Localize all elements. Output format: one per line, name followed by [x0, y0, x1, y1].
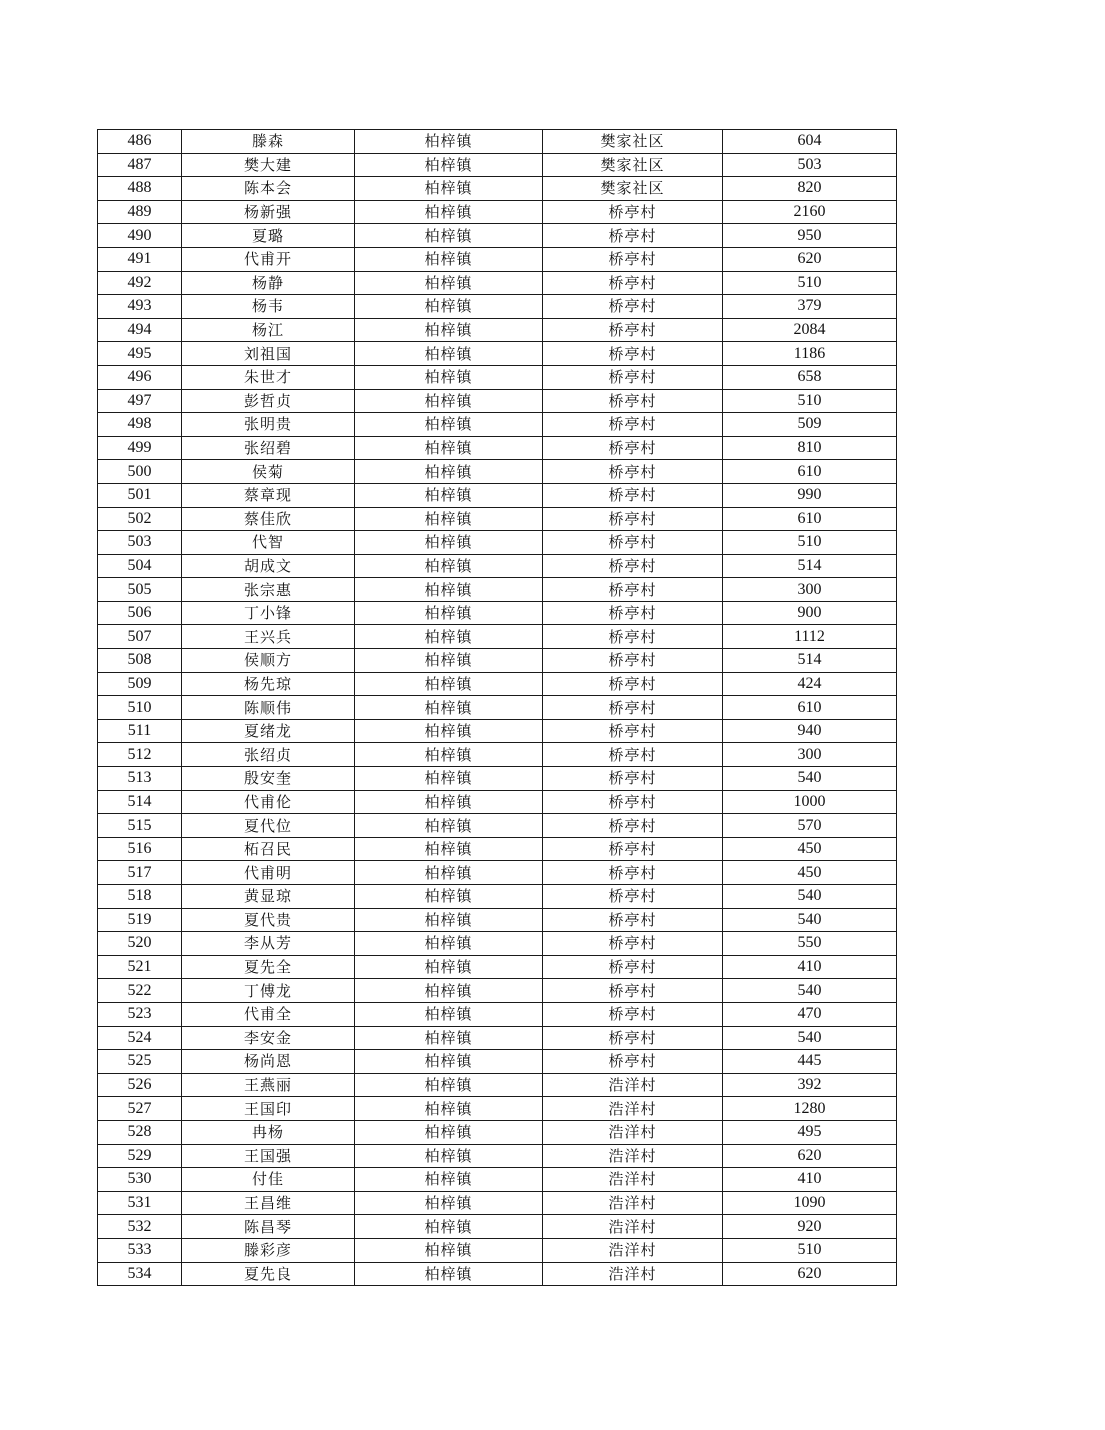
row-number-cell: 528 — [98, 1120, 182, 1144]
town-cell: 柏梓镇 — [355, 790, 543, 814]
name-cell: 张宗惠 — [182, 578, 355, 602]
table-row — [98, 1073, 897, 1097]
town-cell: 柏梓镇 — [355, 1097, 543, 1121]
name-cell: 代甫伦 — [182, 790, 355, 814]
record-table-body — [98, 130, 897, 1286]
table-row — [98, 153, 897, 177]
row-number-cell: 521 — [98, 955, 182, 979]
town-cell: 柏梓镇 — [355, 130, 543, 154]
village-cell: 桥亭村 — [543, 790, 723, 814]
amount-cell: 620 — [723, 1144, 897, 1168]
village-cell: 浩洋村 — [543, 1262, 723, 1286]
amount-cell: 540 — [723, 979, 897, 1003]
village-cell: 桥亭村 — [543, 531, 723, 555]
amount-cell: 510 — [723, 1238, 897, 1262]
row-number-cell: 489 — [98, 200, 182, 224]
table-row — [98, 413, 897, 437]
table-row — [98, 436, 897, 460]
amount-cell: 1090 — [723, 1191, 897, 1215]
name-cell: 殷安奎 — [182, 767, 355, 791]
row-number-cell: 496 — [98, 365, 182, 389]
town-cell: 柏梓镇 — [355, 413, 543, 437]
name-cell: 丁小锋 — [182, 601, 355, 625]
village-cell: 桥亭村 — [543, 507, 723, 531]
village-cell: 桥亭村 — [543, 365, 723, 389]
name-cell: 杨江 — [182, 318, 355, 342]
row-number-cell: 501 — [98, 483, 182, 507]
table-row — [98, 365, 897, 389]
amount-cell: 300 — [723, 578, 897, 602]
table-row — [98, 389, 897, 413]
name-cell: 夏代位 — [182, 814, 355, 838]
amount-cell: 610 — [723, 696, 897, 720]
name-cell: 张明贵 — [182, 413, 355, 437]
name-cell: 夏先良 — [182, 1262, 355, 1286]
village-cell: 桥亭村 — [543, 649, 723, 673]
row-number-cell: 508 — [98, 649, 182, 673]
town-cell: 柏梓镇 — [355, 578, 543, 602]
row-number-cell: 530 — [98, 1168, 182, 1192]
table-row — [98, 483, 897, 507]
amount-cell: 900 — [723, 601, 897, 625]
row-number-cell: 504 — [98, 554, 182, 578]
name-cell: 代甫全 — [182, 1002, 355, 1026]
amount-cell: 570 — [723, 814, 897, 838]
row-number-cell: 491 — [98, 247, 182, 271]
town-cell: 柏梓镇 — [355, 979, 543, 1003]
town-cell: 柏梓镇 — [355, 460, 543, 484]
town-cell: 柏梓镇 — [355, 1191, 543, 1215]
name-cell: 王国强 — [182, 1144, 355, 1168]
amount-cell: 950 — [723, 224, 897, 248]
amount-cell: 300 — [723, 743, 897, 767]
town-cell: 柏梓镇 — [355, 389, 543, 413]
name-cell: 杨先琼 — [182, 672, 355, 696]
row-number-cell: 532 — [98, 1215, 182, 1239]
amount-cell: 540 — [723, 1026, 897, 1050]
name-cell: 王昌维 — [182, 1191, 355, 1215]
row-number-cell: 494 — [98, 318, 182, 342]
amount-cell: 990 — [723, 483, 897, 507]
village-cell: 桥亭村 — [543, 979, 723, 1003]
table-row — [98, 908, 897, 932]
row-number-cell: 534 — [98, 1262, 182, 1286]
table-row — [98, 507, 897, 531]
table-row — [98, 1191, 897, 1215]
village-cell: 桥亭村 — [543, 483, 723, 507]
village-cell: 浩洋村 — [543, 1097, 723, 1121]
row-number-cell: 519 — [98, 908, 182, 932]
row-number-cell: 527 — [98, 1097, 182, 1121]
name-cell: 黄显琼 — [182, 885, 355, 909]
village-cell: 桥亭村 — [543, 837, 723, 861]
town-cell: 柏梓镇 — [355, 861, 543, 885]
table-row — [98, 342, 897, 366]
town-cell: 柏梓镇 — [355, 696, 543, 720]
row-number-cell: 495 — [98, 342, 182, 366]
table-row — [98, 177, 897, 201]
village-cell: 桥亭村 — [543, 342, 723, 366]
name-cell: 冉杨 — [182, 1120, 355, 1144]
row-number-cell: 507 — [98, 625, 182, 649]
name-cell: 李从芳 — [182, 932, 355, 956]
amount-cell: 424 — [723, 672, 897, 696]
town-cell: 柏梓镇 — [355, 932, 543, 956]
row-number-cell: 514 — [98, 790, 182, 814]
town-cell: 柏梓镇 — [355, 342, 543, 366]
town-cell: 柏梓镇 — [355, 955, 543, 979]
amount-cell: 550 — [723, 932, 897, 956]
town-cell: 柏梓镇 — [355, 601, 543, 625]
village-cell: 桥亭村 — [543, 413, 723, 437]
row-number-cell: 524 — [98, 1026, 182, 1050]
table-row — [98, 1026, 897, 1050]
name-cell: 付佳 — [182, 1168, 355, 1192]
town-cell: 柏梓镇 — [355, 177, 543, 201]
name-cell: 张绍贞 — [182, 743, 355, 767]
amount-cell: 540 — [723, 885, 897, 909]
table-row — [98, 1097, 897, 1121]
table-row — [98, 719, 897, 743]
row-number-cell: 511 — [98, 719, 182, 743]
amount-cell: 510 — [723, 271, 897, 295]
town-cell: 柏梓镇 — [355, 554, 543, 578]
table-row — [98, 1262, 897, 1286]
village-cell: 桥亭村 — [543, 200, 723, 224]
row-number-cell: 500 — [98, 460, 182, 484]
name-cell: 陈昌琴 — [182, 1215, 355, 1239]
row-number-cell: 516 — [98, 837, 182, 861]
amount-cell: 392 — [723, 1073, 897, 1097]
table-row — [98, 318, 897, 342]
town-cell: 柏梓镇 — [355, 1073, 543, 1097]
row-number-cell: 493 — [98, 295, 182, 319]
row-number-cell: 531 — [98, 1191, 182, 1215]
town-cell: 柏梓镇 — [355, 767, 543, 791]
amount-cell: 445 — [723, 1050, 897, 1074]
amount-cell: 810 — [723, 436, 897, 460]
name-cell: 胡成文 — [182, 554, 355, 578]
row-number-cell: 529 — [98, 1144, 182, 1168]
name-cell: 陈顺伟 — [182, 696, 355, 720]
row-number-cell: 510 — [98, 696, 182, 720]
name-cell: 朱世才 — [182, 365, 355, 389]
row-number-cell: 515 — [98, 814, 182, 838]
amount-cell: 620 — [723, 247, 897, 271]
amount-cell: 510 — [723, 531, 897, 555]
amount-cell: 470 — [723, 1002, 897, 1026]
row-number-cell: 499 — [98, 436, 182, 460]
amount-cell: 540 — [723, 767, 897, 791]
name-cell: 王兴兵 — [182, 625, 355, 649]
village-cell: 桥亭村 — [543, 554, 723, 578]
town-cell: 柏梓镇 — [355, 200, 543, 224]
village-cell: 樊家社区 — [543, 153, 723, 177]
town-cell: 柏梓镇 — [355, 672, 543, 696]
name-cell: 代智 — [182, 531, 355, 555]
table-row — [98, 554, 897, 578]
row-number-cell: 517 — [98, 861, 182, 885]
village-cell: 桥亭村 — [543, 743, 723, 767]
village-cell: 桥亭村 — [543, 814, 723, 838]
name-cell: 夏代贵 — [182, 908, 355, 932]
table-row — [98, 955, 897, 979]
table-row — [98, 625, 897, 649]
amount-cell: 514 — [723, 554, 897, 578]
table-row — [98, 814, 897, 838]
name-cell: 樊大建 — [182, 153, 355, 177]
amount-cell: 514 — [723, 649, 897, 673]
town-cell: 柏梓镇 — [355, 271, 543, 295]
town-cell: 柏梓镇 — [355, 318, 543, 342]
village-cell: 桥亭村 — [543, 436, 723, 460]
row-number-cell: 502 — [98, 507, 182, 531]
table-row — [98, 200, 897, 224]
town-cell: 柏梓镇 — [355, 507, 543, 531]
amount-cell: 920 — [723, 1215, 897, 1239]
town-cell: 柏梓镇 — [355, 1026, 543, 1050]
town-cell: 柏梓镇 — [355, 719, 543, 743]
table-row — [98, 460, 897, 484]
row-number-cell: 526 — [98, 1073, 182, 1097]
name-cell: 柘召民 — [182, 837, 355, 861]
amount-cell: 1186 — [723, 342, 897, 366]
village-cell: 浩洋村 — [543, 1144, 723, 1168]
name-cell: 侯顺方 — [182, 649, 355, 673]
row-number-cell: 498 — [98, 413, 182, 437]
name-cell: 夏先全 — [182, 955, 355, 979]
table-row — [98, 790, 897, 814]
table-row — [98, 247, 897, 271]
town-cell: 柏梓镇 — [355, 153, 543, 177]
name-cell: 滕森 — [182, 130, 355, 154]
table-row — [98, 271, 897, 295]
table-row — [98, 1120, 897, 1144]
village-cell: 桥亭村 — [543, 1026, 723, 1050]
row-number-cell: 487 — [98, 153, 182, 177]
town-cell: 柏梓镇 — [355, 625, 543, 649]
village-cell: 桥亭村 — [543, 625, 723, 649]
amount-cell: 620 — [723, 1262, 897, 1286]
amount-cell: 820 — [723, 177, 897, 201]
name-cell: 杨静 — [182, 271, 355, 295]
row-number-cell: 486 — [98, 130, 182, 154]
village-cell: 桥亭村 — [543, 932, 723, 956]
town-cell: 柏梓镇 — [355, 908, 543, 932]
table-row — [98, 979, 897, 1003]
name-cell: 杨新强 — [182, 200, 355, 224]
village-cell: 桥亭村 — [543, 389, 723, 413]
town-cell: 柏梓镇 — [355, 365, 543, 389]
row-number-cell: 490 — [98, 224, 182, 248]
table-row — [98, 672, 897, 696]
amount-cell: 2084 — [723, 318, 897, 342]
name-cell: 李安金 — [182, 1026, 355, 1050]
town-cell: 柏梓镇 — [355, 1238, 543, 1262]
town-cell: 柏梓镇 — [355, 295, 543, 319]
town-cell: 柏梓镇 — [355, 649, 543, 673]
table-row — [98, 1215, 897, 1239]
town-cell: 柏梓镇 — [355, 1262, 543, 1286]
row-number-cell: 522 — [98, 979, 182, 1003]
town-cell: 柏梓镇 — [355, 814, 543, 838]
table-row — [98, 743, 897, 767]
amount-cell: 610 — [723, 460, 897, 484]
village-cell: 桥亭村 — [543, 460, 723, 484]
row-number-cell: 492 — [98, 271, 182, 295]
amount-cell: 1280 — [723, 1097, 897, 1121]
village-cell: 桥亭村 — [543, 908, 723, 932]
table-row — [98, 130, 897, 154]
row-number-cell: 523 — [98, 1002, 182, 1026]
table-row — [98, 531, 897, 555]
village-cell: 桥亭村 — [543, 247, 723, 271]
table-row — [98, 885, 897, 909]
amount-cell: 940 — [723, 719, 897, 743]
row-number-cell: 520 — [98, 932, 182, 956]
town-cell: 柏梓镇 — [355, 483, 543, 507]
village-cell: 桥亭村 — [543, 318, 723, 342]
row-number-cell: 525 — [98, 1050, 182, 1074]
table-row — [98, 1238, 897, 1262]
village-cell: 桥亭村 — [543, 578, 723, 602]
town-cell: 柏梓镇 — [355, 1050, 543, 1074]
village-cell: 桥亭村 — [543, 767, 723, 791]
name-cell: 侯菊 — [182, 460, 355, 484]
village-cell: 桥亭村 — [543, 295, 723, 319]
village-cell: 浩洋村 — [543, 1191, 723, 1215]
town-cell: 柏梓镇 — [355, 531, 543, 555]
village-cell: 桥亭村 — [543, 672, 723, 696]
table-row — [98, 578, 897, 602]
village-cell: 桥亭村 — [543, 1050, 723, 1074]
table-row — [98, 601, 897, 625]
town-cell: 柏梓镇 — [355, 1120, 543, 1144]
row-number-cell: 497 — [98, 389, 182, 413]
name-cell: 滕彩彦 — [182, 1238, 355, 1262]
amount-cell: 410 — [723, 1168, 897, 1192]
village-cell: 浩洋村 — [543, 1215, 723, 1239]
village-cell: 樊家社区 — [543, 177, 723, 201]
amount-cell: 510 — [723, 389, 897, 413]
table-row — [98, 837, 897, 861]
name-cell: 刘祖国 — [182, 342, 355, 366]
town-cell: 柏梓镇 — [355, 1002, 543, 1026]
amount-cell: 658 — [723, 365, 897, 389]
amount-cell: 540 — [723, 908, 897, 932]
name-cell: 张绍碧 — [182, 436, 355, 460]
row-number-cell: 512 — [98, 743, 182, 767]
village-cell: 浩洋村 — [543, 1120, 723, 1144]
name-cell: 夏璐 — [182, 224, 355, 248]
village-cell: 桥亭村 — [543, 719, 723, 743]
amount-cell: 495 — [723, 1120, 897, 1144]
table-row — [98, 1050, 897, 1074]
village-cell: 桥亭村 — [543, 861, 723, 885]
name-cell: 陈本会 — [182, 177, 355, 201]
name-cell: 彭哲贞 — [182, 389, 355, 413]
amount-cell: 379 — [723, 295, 897, 319]
village-cell: 桥亭村 — [543, 885, 723, 909]
row-number-cell: 505 — [98, 578, 182, 602]
name-cell: 代甫明 — [182, 861, 355, 885]
amount-cell: 450 — [723, 861, 897, 885]
name-cell: 蔡佳欣 — [182, 507, 355, 531]
village-cell: 浩洋村 — [543, 1238, 723, 1262]
row-number-cell: 503 — [98, 531, 182, 555]
row-number-cell: 488 — [98, 177, 182, 201]
town-cell: 柏梓镇 — [355, 224, 543, 248]
amount-cell: 450 — [723, 837, 897, 861]
town-cell: 柏梓镇 — [355, 247, 543, 271]
table-row — [98, 1002, 897, 1026]
village-cell: 樊家社区 — [543, 130, 723, 154]
town-cell: 柏梓镇 — [355, 1144, 543, 1168]
name-cell: 蔡章现 — [182, 483, 355, 507]
name-cell: 王燕丽 — [182, 1073, 355, 1097]
table-row — [98, 1168, 897, 1192]
name-cell: 丁傅龙 — [182, 979, 355, 1003]
village-cell: 浩洋村 — [543, 1168, 723, 1192]
amount-cell: 503 — [723, 153, 897, 177]
amount-cell: 2160 — [723, 200, 897, 224]
row-number-cell: 509 — [98, 672, 182, 696]
name-cell: 代甫开 — [182, 247, 355, 271]
amount-cell: 509 — [723, 413, 897, 437]
row-number-cell: 518 — [98, 885, 182, 909]
amount-cell: 604 — [723, 130, 897, 154]
table-row — [98, 295, 897, 319]
table-row — [98, 224, 897, 248]
town-cell: 柏梓镇 — [355, 1168, 543, 1192]
name-cell: 夏绪龙 — [182, 719, 355, 743]
amount-cell: 1112 — [723, 625, 897, 649]
town-cell: 柏梓镇 — [355, 885, 543, 909]
town-cell: 柏梓镇 — [355, 1215, 543, 1239]
village-cell: 桥亭村 — [543, 271, 723, 295]
row-number-cell: 513 — [98, 767, 182, 791]
table-row — [98, 767, 897, 791]
village-cell: 桥亭村 — [543, 224, 723, 248]
name-cell: 王国印 — [182, 1097, 355, 1121]
amount-cell: 410 — [723, 955, 897, 979]
name-cell: 杨尚恩 — [182, 1050, 355, 1074]
town-cell: 柏梓镇 — [355, 436, 543, 460]
record-table — [97, 129, 897, 1286]
table-row — [98, 696, 897, 720]
row-number-cell: 533 — [98, 1238, 182, 1262]
village-cell: 桥亭村 — [543, 955, 723, 979]
row-number-cell: 506 — [98, 601, 182, 625]
table-row — [98, 1144, 897, 1168]
village-cell: 桥亭村 — [543, 1002, 723, 1026]
table-row — [98, 649, 897, 673]
name-cell: 杨韦 — [182, 295, 355, 319]
town-cell: 柏梓镇 — [355, 743, 543, 767]
village-cell: 浩洋村 — [543, 1073, 723, 1097]
table-row — [98, 861, 897, 885]
town-cell: 柏梓镇 — [355, 837, 543, 861]
village-cell: 桥亭村 — [543, 696, 723, 720]
amount-cell: 1000 — [723, 790, 897, 814]
village-cell: 桥亭村 — [543, 601, 723, 625]
amount-cell: 610 — [723, 507, 897, 531]
table-row — [98, 932, 897, 956]
